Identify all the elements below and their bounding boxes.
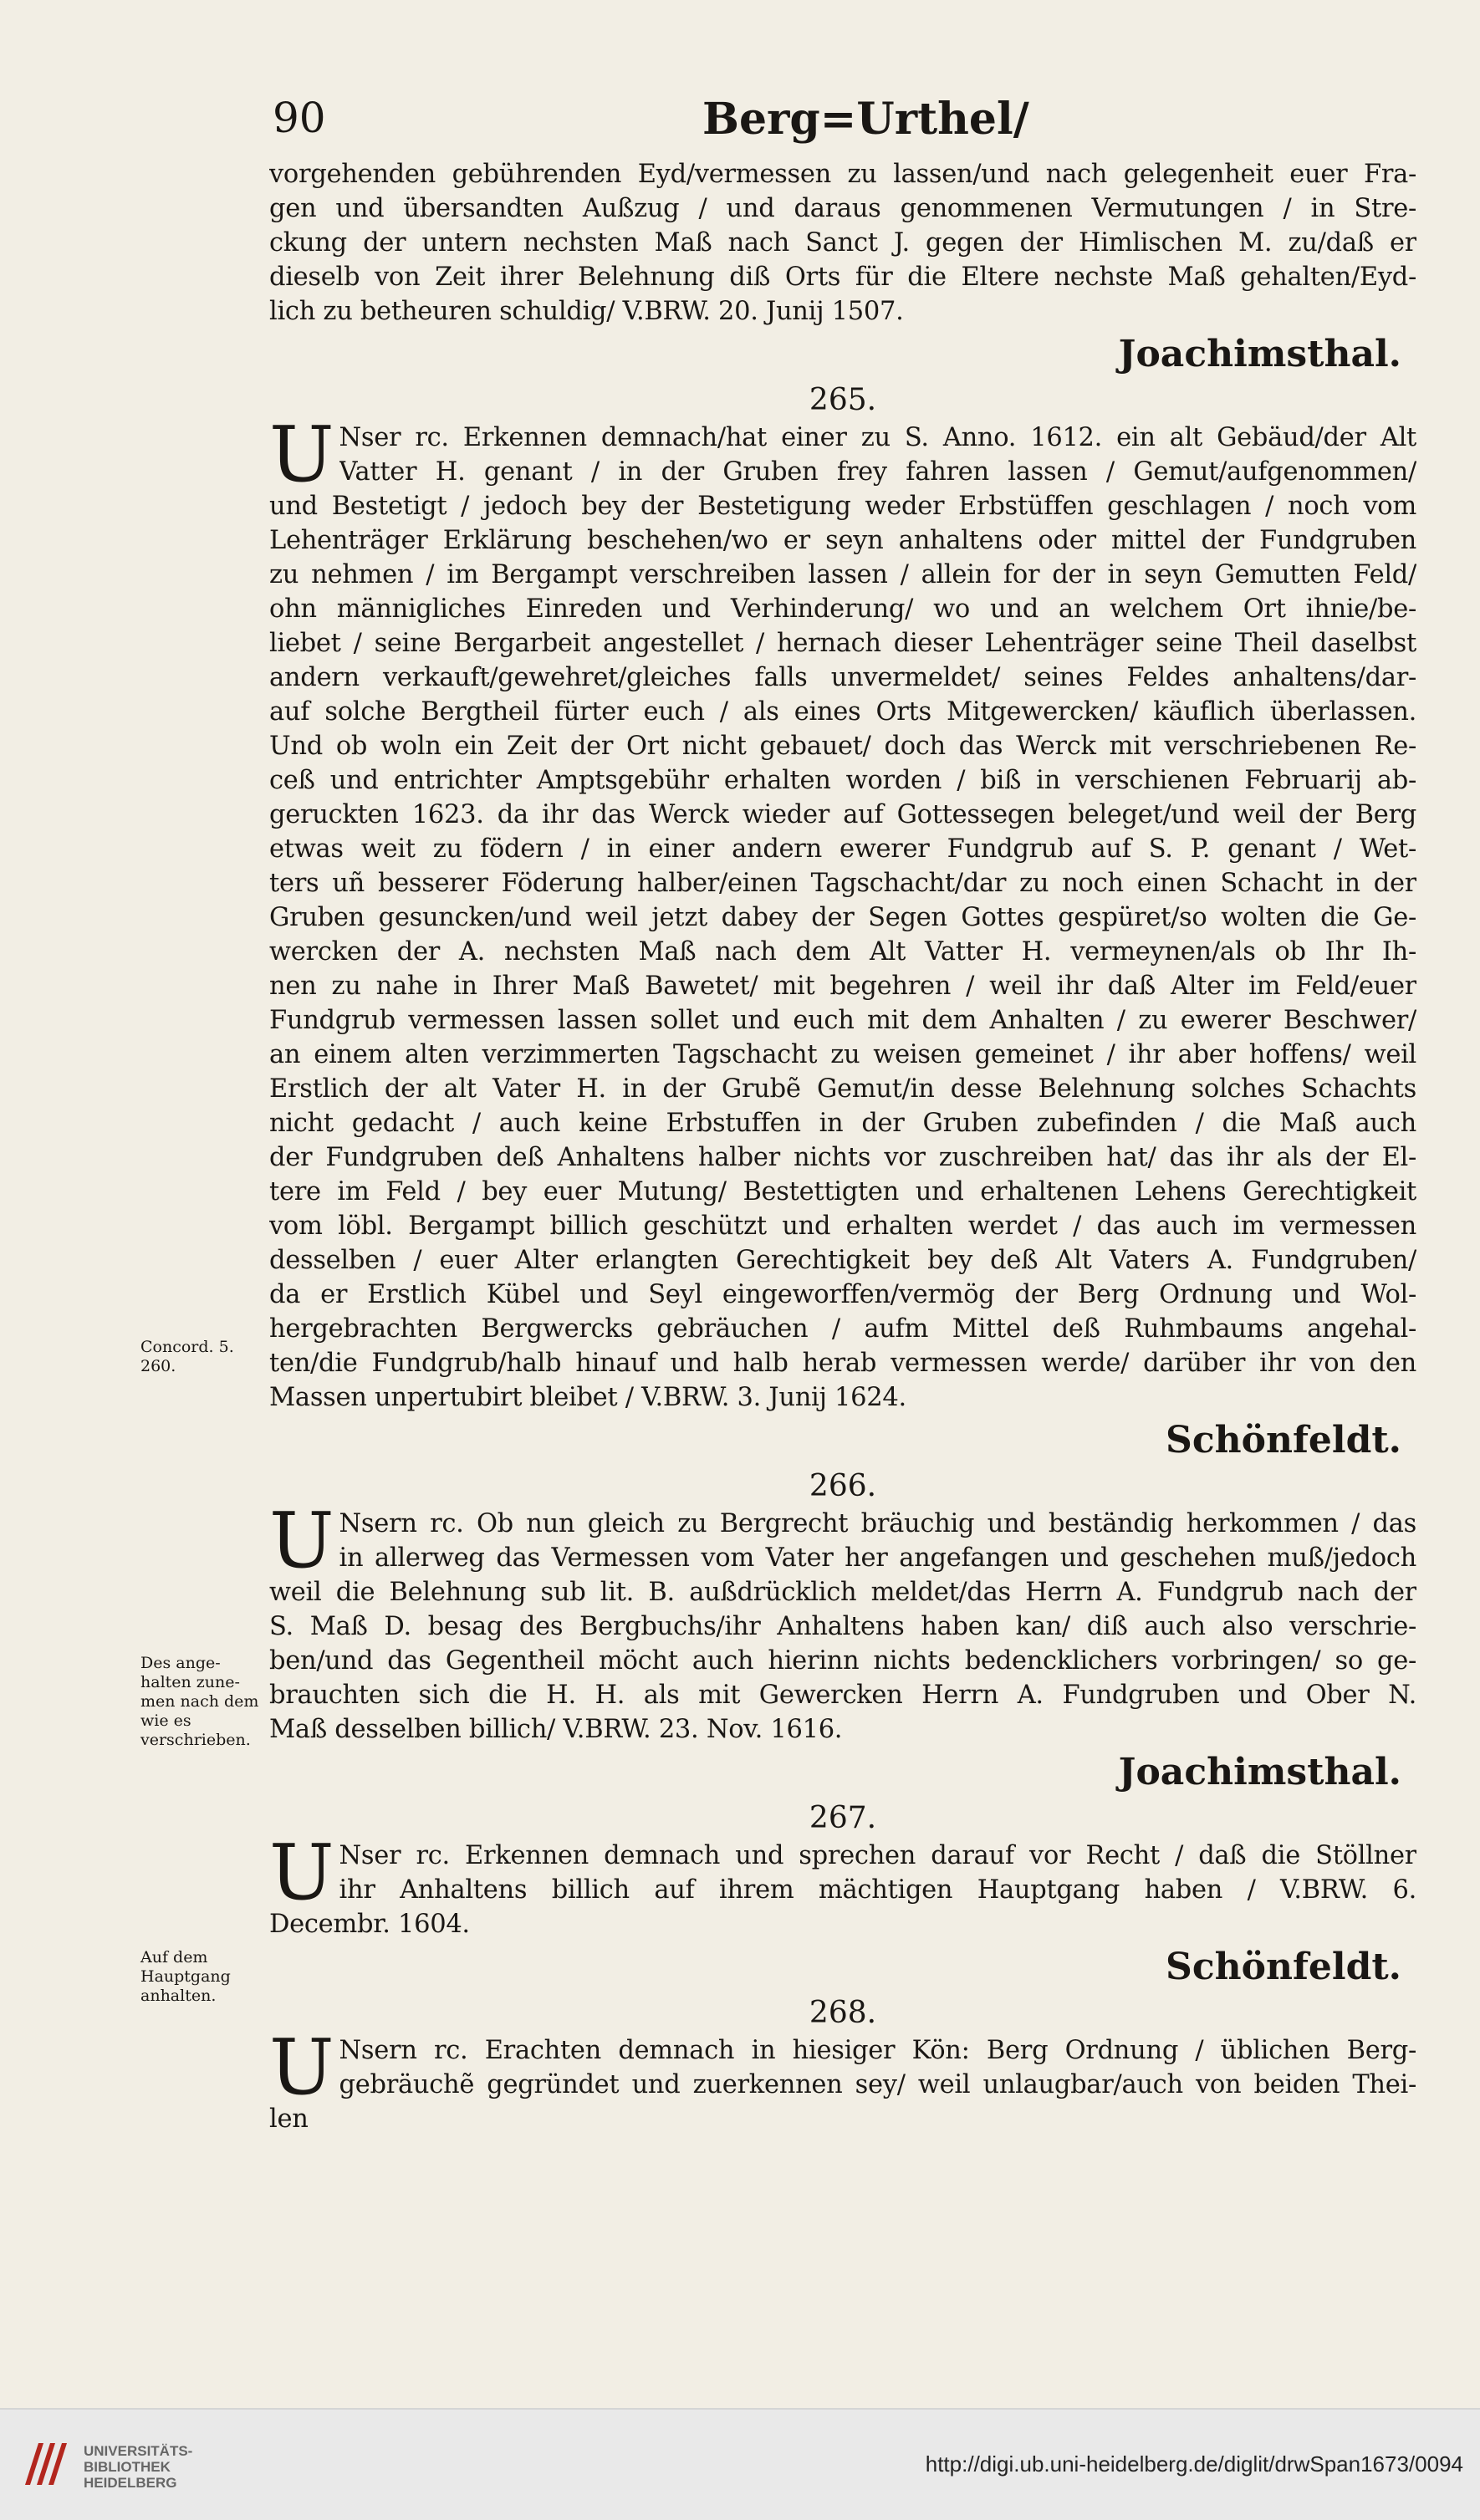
text-line: ten/die Fundgrub/halb hinauf und halb herab vermessen werde/ darüber ihr von den	[269, 1349, 1416, 1378]
place-name: Schönfeldt.	[1166, 1419, 1401, 1461]
text-line: len	[269, 2104, 309, 2134]
paragraph-continuation	[269, 157, 1416, 329]
running-head: Berg=Urthel/	[702, 94, 1029, 145]
text-line: da er Erstlich Kübel und Seyl eingeworffen/vermög der Berg Ordnung und Wol-	[269, 1280, 1416, 1309]
text-line: Vatter H. genant / in der Gruben frey fahren lassen / Gemut/aufgenommen/	[339, 457, 1416, 487]
text-line: Fundgrub vermessen lassen sollet und euch mit dem Anhalten / zu ewerer Beschwer/	[269, 1006, 1416, 1035]
text-line: gen und übersandten Außzug / und daraus genommenen Vermutungen / in Stre-	[269, 194, 1416, 223]
text-line: an einem alten verzimmerten Tagschacht zu weisen gemeinet / ihr aber hoffens/ weil	[269, 1040, 1416, 1069]
text-line: ckung der untern nechsten Maß nach Sanct J. gegen der Himlischen M. zu/daß er	[269, 228, 1416, 258]
text-line: ohn männigliches Einreden und Verhinderung/ wo und an welchem Ort ihnie/be-	[269, 594, 1416, 624]
text-line: wercken der A. nechsten Maß nach dem Alt Vatter H. vermeynen/als ob Ihr Ih-	[269, 937, 1416, 967]
text-line: Maß desselben billich/ V.BRW. 23. Nov. 1616.	[269, 1715, 843, 1744]
text-line: andern verkauft/gewehret/gleiches falls unvermeldet/ seines Feldes anhaltens/dar-	[269, 663, 1416, 692]
text-line: S. Maß D. besag des Bergbuchs/ihr Anhaltens haben kan/ diß auch also verschrie-	[269, 1612, 1416, 1641]
library-footer	[0, 2408, 1480, 2520]
text-line: ihr Anhaltens billich auf ihrem mächtigen Hauptgang haben / V.BRW. 6.	[339, 1875, 1416, 1905]
text-line: Und ob woln ein Zeit der Ort nicht gebauet/ doch das Werck mit verschriebenen Re-	[269, 732, 1416, 761]
text-line: auf solche Bergtheil fürter euch / als eines Orts Mitgewercken/ käuflich überlassen.	[269, 697, 1416, 727]
text-line: brauchten sich die H. H. als mit Gewercken Herrn A. Fundgruben und Ober N.	[269, 1681, 1416, 1710]
place-name: Joachimsthal.	[1118, 1751, 1401, 1793]
text-line: liebet / seine Bergarbeit angestellet / hernach dieser Lehenträger seine Theil daselbst	[269, 629, 1416, 658]
text-line: Massen unpertubirt bleibet / V.BRW. 3. Junij 1624.	[269, 1383, 906, 1412]
paragraph	[269, 410, 1416, 1415]
drop-initial: U	[269, 2023, 334, 2112]
text-line: Nsern rc. Erachten demnach in hiesiger Kön: Berg Ordnung / üblichen Berg-	[339, 2036, 1416, 2065]
page-header	[268, 94, 1421, 152]
text-line: dieselb von Zeit ihrer Belehnung diß Orts für die Eltere nechste Maß gehalten/Eyd-	[269, 263, 1416, 292]
library-name-line-3: HEIDELBERG	[84, 2475, 177, 2491]
library-name-line-2: BIBLIOTHEK	[84, 2459, 171, 2475]
margin-note-hauptgang: Auf dem Hauptgang anhalten.	[140, 1948, 231, 2005]
library-name	[84, 2443, 192, 2491]
text-line: und Bestetigt / jedoch bey der Bestetigung weder Erbstüffen geschlagen / noch vom	[269, 492, 1416, 521]
text-line: desselben / euer Alter erlangten Gerechtigkeit bey deß Alt Vaters A. Fundgruben/	[269, 1246, 1416, 1275]
text-line: gebräuchẽ gegründet und zuerkennen sey/ weil unlaugbar/auch von beiden Thei-	[339, 2070, 1416, 2099]
place-name: Schönfeldt.	[1166, 1946, 1401, 1988]
text-line: zu nehmen / im Bergampt verschreiben lassen / allein for der in seyn Gemutten Feld/	[269, 560, 1416, 589]
text-line: vorgehenden gebührenden Eyd/vermessen zu lassen/und nach gelegenheit euer Fra-	[269, 160, 1416, 189]
text-line: Gruben gesuncken/und weil jetzt dabey der Segen Gottes gespüret/so wolten die Ge-	[269, 903, 1416, 932]
body-text	[269, 157, 1416, 2136]
text-line: lich zu betheuren schuldig/ V.BRW. 20. Junij 1507.	[269, 297, 904, 326]
text-line: ben/und das Gegentheil möcht auch hierinn nichts bedencklichers vorbringen/ so ge-	[269, 1646, 1416, 1676]
text-line: Lehenträger Erklärung beschehen/wo er seyn anhaltens oder mittel der Fundgruben	[269, 526, 1416, 555]
entry-number: 268.	[809, 1996, 877, 2030]
page-number: 90	[273, 94, 326, 142]
text-line: geruckten 1623. da ihr das Werck wieder auf Gottessegen beleget/und weil der Berg	[269, 800, 1416, 829]
text-line: ters uñ besserer Föderung halber/einen Tagschacht/dar zu noch einen Schacht in der	[269, 869, 1416, 898]
paragraph	[269, 1496, 1416, 1747]
text-line: vom löbl. Bergampt billich geschützt und erhalten werdet / das auch im vermessen	[269, 1212, 1416, 1241]
paragraph	[269, 2023, 1416, 2136]
text-line: weil die Belehnung sub lit. B. außdrücklich meldet/das Herrn A. Fundgrub nach der	[269, 1578, 1416, 1607]
text-line: ceß und entrichter Amptsgebühr erhalten worden / biß in verschienen Februarij ab-	[269, 766, 1416, 795]
text-line: nen zu nahe in Ihrer Maß Bawetet/ mit begehren / weil ihr daß Alter im Feld/euer	[269, 972, 1416, 1001]
text-line: tere im Feld / bey euer Mutung/ Bestettigten und erhaltenen Lehens Gerechtigkeit	[269, 1177, 1416, 1206]
library-name-line-1: UNIVERSITÄTS-	[84, 2443, 193, 2459]
place-name: Joachimsthal.	[1118, 333, 1401, 375]
text-line: Nser rc. Erkennen demnach/hat einer zu S. Anno. 1612. ein alt Gebäud/der Alt	[339, 423, 1416, 452]
drop-initial: U	[269, 1496, 334, 1585]
text-line: der Fundgruben deß Anhaltens halber nichts vor zuschreiben hat/ das ihr als der El-	[269, 1143, 1416, 1172]
text-line: nicht gedacht / auch keine Erbstuffen in der Gruben zubefinden / die Maß auch	[269, 1109, 1416, 1138]
university-library-logo-icon	[18, 2435, 77, 2493]
drop-initial: U	[269, 1828, 334, 1917]
text-line: in allerweg das Vermessen vom Vater her angefangen und geschehen muß/jedoch	[339, 1543, 1416, 1573]
margin-note-concord: Concord. 5. 260.	[140, 1338, 234, 1375]
text-line: Nser rc. Erkennen demnach und sprechen darauf vor Recht / daß die Stöllner	[339, 1841, 1416, 1870]
source-url-link[interactable]: http://digi.ub.uni-heidelberg.de/diglit/drwSpan1673/0094	[925, 2451, 1463, 2477]
text-line: hergebrachten Bergwercks gebräuchen / aufm Mittel deß Ruhmbaums angehal-	[269, 1314, 1416, 1344]
margin-note-anhalten: Des ange-halten zune-men nach dem wie es verschrieben.	[140, 1654, 259, 1749]
paragraph	[269, 1828, 1416, 1941]
entry-number: 266.	[809, 1469, 877, 1503]
entry-number: 267.	[809, 1801, 877, 1835]
text-line: Nsern rc. Ob nun gleich zu Bergrecht bräuchig und beständig herkommen / das	[339, 1509, 1416, 1538]
text-line: etwas weit zu födern / in einer andern ewerer Fundgrub auf S. P. genant / Wet-	[269, 834, 1416, 864]
drop-initial: U	[269, 410, 334, 499]
text-line: Erstlich der alt Vater H. in der Grubẽ Gemut/in desse Belehnung solches Schachts	[269, 1074, 1416, 1104]
entry-number: 265.	[809, 383, 877, 417]
text-line: Decembr. 1604.	[269, 1910, 470, 1939]
